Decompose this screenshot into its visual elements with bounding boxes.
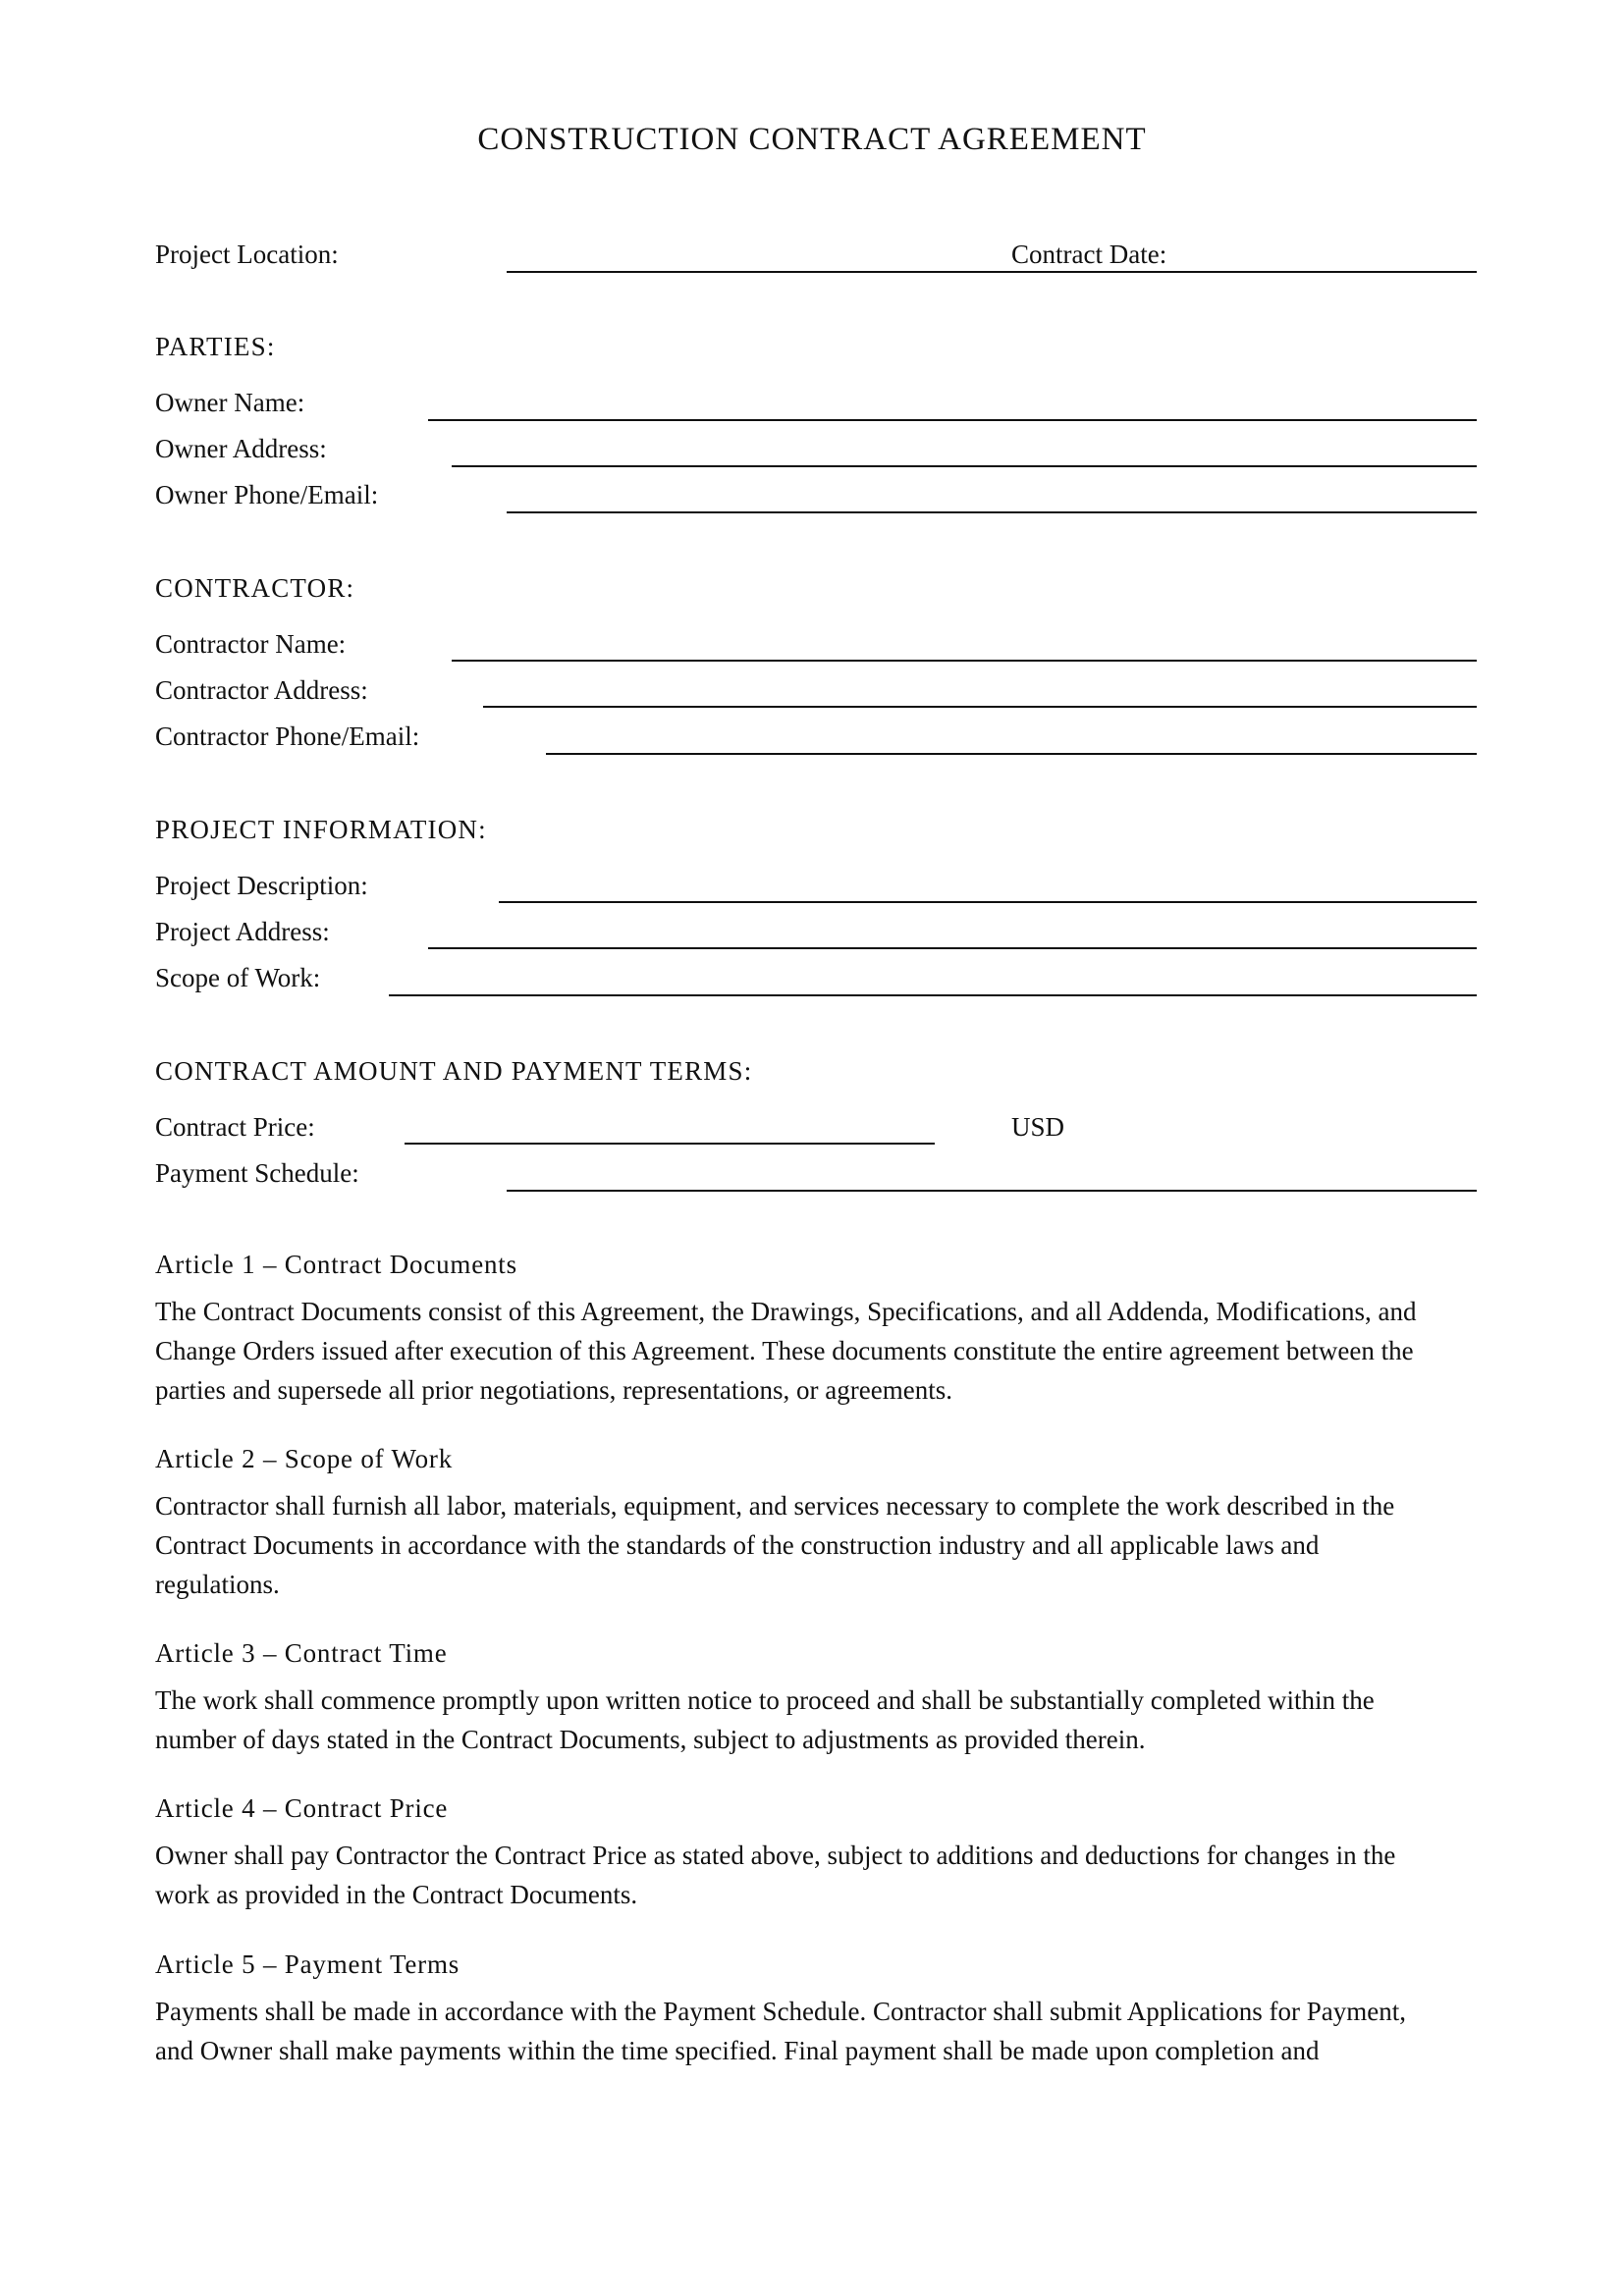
contract-date-label: Contract Date: [1011,240,1167,269]
project-address-blank[interactable] [428,947,1477,949]
owner-contact-label: Owner Phone/Email: [155,480,379,509]
article-5-line-1: Payments shall be made in accordance with the Payment Schedule. Contractor shall submit Applications for Payment, [155,1997,1406,2026]
article-4-line-2: work as provided in the Contract Documents. [155,1880,638,1909]
owner-address-label: Owner Address: [155,434,327,463]
payment-schedule-label: Payment Schedule: [155,1158,359,1188]
project-location-blank[interactable] [507,271,1001,273]
article-2-body [155,1486,1481,1604]
payment-schedule-blank[interactable] [507,1190,1477,1192]
article-5-line-2: and Owner shall make payments within the time specified. Final payment shall be made upon completion and [155,2036,1320,2065]
article-5-heading: Article 5 – Payment Terms [155,1949,460,1979]
article-4-line-1: Owner shall pay Contractor the Contract Price as stated above, subject to additions and deductions for changes in the [155,1841,1396,1870]
document-title: CONSTRUCTION CONTRACT AGREEMENT [477,122,1147,157]
article-3-line-2: number of days stated in the Contract Documents, subject to adjustments as provided therein. [155,1725,1146,1754]
project-description-label: Project Description: [155,871,368,900]
article-5-body [155,1992,1481,2070]
article-1-line-1: The Contract Documents consist of this Agreement, the Drawings, Specifications, and all Addenda, Modifications, and [155,1297,1417,1326]
owner-contact-blank[interactable] [507,511,1477,513]
scope-of-work-label: Scope of Work: [155,963,321,992]
contractor-address-label: Contractor Address: [155,675,368,705]
article-2-line-3: regulations. [155,1570,280,1599]
article-1-line-3: parties and supersede all prior negotiations, representations, or agreements. [155,1375,952,1405]
article-3-line-1: The work shall commence promptly upon written notice to proceed and shall be substantially completed within the [155,1685,1375,1715]
project-information-heading: PROJECT INFORMATION: [155,815,487,844]
article-3-body [155,1681,1481,1759]
article-3-heading: Article 3 – Contract Time [155,1638,448,1668]
contract-price-label: Contract Price: [155,1112,315,1142]
contractor-contact-blank[interactable] [546,753,1477,755]
owner-name-blank[interactable] [428,419,1477,421]
project-location-label: Project Location: [155,240,339,269]
contractor-name-blank[interactable] [452,660,1477,662]
contractor-heading: CONTRACTOR: [155,573,355,603]
article-4-body [155,1836,1481,1914]
project-description-blank[interactable] [499,901,1477,903]
article-2-line-2: Contract Documents in accordance with the standards of the construction industry and all applicable laws and [155,1530,1320,1560]
contractor-name-label: Contractor Name: [155,629,347,659]
article-1-heading: Article 1 – Contract Documents [155,1250,517,1279]
owner-name-label: Owner Name: [155,388,305,417]
article-1-line-2: Change Orders issued after execution of this Agreement. These documents constitute the entire agreement between the [155,1336,1414,1365]
project-address-label: Project Address: [155,917,330,946]
article-4-heading: Article 4 – Contract Price [155,1793,449,1823]
article-2-heading: Article 2 – Scope of Work [155,1444,454,1473]
article-2-line-1: Contractor shall furnish all labor, materials, equipment, and services necessary to complete the work described in the [155,1491,1395,1521]
scope-of-work-blank[interactable] [389,994,1477,996]
parties-heading: PARTIES: [155,332,276,361]
currency-label: USD [1011,1112,1065,1142]
payment-terms-heading: CONTRACT AMOUNT AND PAYMENT TERMS: [155,1056,753,1086]
contractor-contact-label: Contractor Phone/Email: [155,721,420,751]
contract-date-blank[interactable] [1001,271,1477,273]
owner-address-blank[interactable] [452,465,1477,467]
contract-price-blank[interactable] [405,1143,935,1145]
article-1-body [155,1292,1481,1410]
contractor-address-blank[interactable] [483,706,1477,708]
